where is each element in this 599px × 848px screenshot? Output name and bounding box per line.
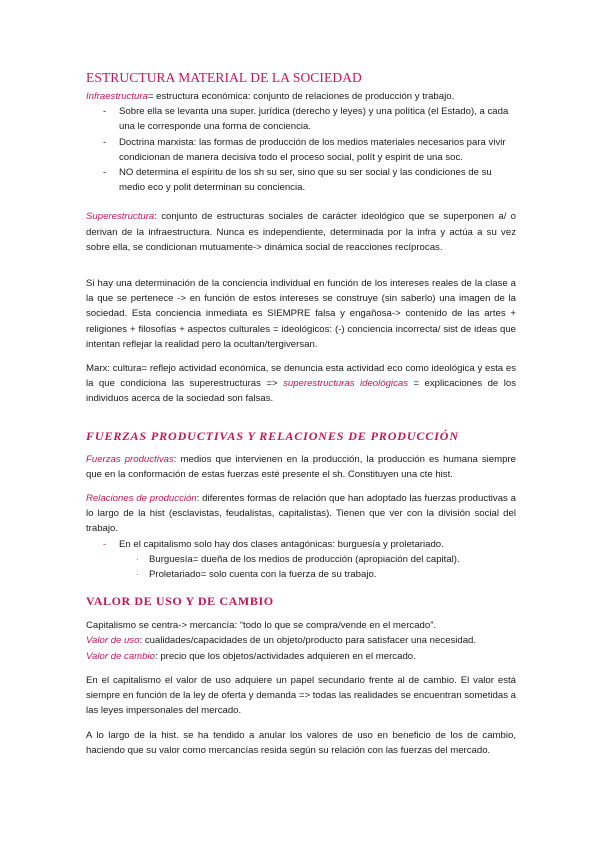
valor-uso-definition: Valor de uso: cualidades/capacidades de un objeto/producto para satisfacer una necesidad. xyxy=(86,635,477,647)
list-item: - NO determina el espíritu de los sh su ser, sino que su ser social y las condiciones de su medio eco y polit determinan su conciencia. xyxy=(103,167,492,194)
list-item: · Proletariado= solo cuenta con la fuerza de su trabajo. xyxy=(136,569,377,581)
list-item: - Doctrina marxista: las formas de producción de los medios materiales necesarios para vivir condicionan de manera decisiva todo el proceso social, polít y espirit de una soc. xyxy=(103,136,506,163)
section-title-estructura: ESTRUCTURA MATERIAL DE LA SOCIEDAD xyxy=(86,70,362,85)
valor-uso-term: Valor de uso xyxy=(86,635,140,647)
superestructura-term: Superestructura xyxy=(86,211,155,223)
relaciones-produccion-definition: Relaciones de producción: diferentes formas de relación que han adoptado las fuerzas productivas a lo largo de la hist (esclavistas, feudalistas, capitalistas). Tienen que ver con la división social del trabajo. xyxy=(86,493,516,535)
list-item: - En el capitalismo solo hay dos clases antagónicas: burguesía y proletariado. xyxy=(103,538,444,550)
document-page xyxy=(86,70,516,758)
capitalismo-line: Capitalismo se centra-> mercancía: “todo lo que se compra/vende en el mercado”. xyxy=(86,620,437,632)
valor-paragraph-2: A lo largo de la hist. se ha tendido a anular los valores de uso en beneficio de los de cambio, haciendo que su valor como mercancías resida según su relación con las fuerzas del mercado. xyxy=(86,729,516,756)
clases-list xyxy=(86,537,516,552)
infraestructura-list xyxy=(86,104,516,195)
list-item: - Sobre ella se levanta una super. jurídica (derecho y leyes) y una política (el Estado), a cada una le corresponde una forma de conciencia. xyxy=(103,106,509,133)
marx-paragraph: Marx: cultura= reflejo actividad económica, se denuncia esta actividad eco como ideológica y esta es la que condiciona las superestructuras => superestructuras ideológicas = explicaciones de los individuos acerca de la sociedad son falsas. xyxy=(86,363,516,405)
conciencia-paragraph: Si hay una determinación de la conciencia individual en función de los intereses reales de la clase a la que se pertenece -> en función de estos intereses se construye (sin saberlo) una imagen de la sociedad. Esta conciencia inmediata es SIEMPRE falsa y engañosa-> contenido de las artes + religiones + filosofías + aspectos culturales = ideológicos: (-) conciencia incorrecta/ sist de ideas que intentan reflejar la realidad pero la ocultan/tergiversan. xyxy=(86,278,516,350)
list-item: · Burguesía= dueña de los medios de producción (apropiación del capital). xyxy=(136,553,460,565)
valor-cambio-definition: Valor de cambio: precio que los objetos/actividades adquieren en el mercado. xyxy=(86,650,416,662)
infraestructura-term: Infraestructura xyxy=(86,91,148,102)
section-title-fuerzas: FUERZAS PRODUCTIVAS Y RELACIONES DE PRODUCCIÓN xyxy=(86,428,459,443)
section-title-valor: VALOR DE USO Y DE CAMBIO xyxy=(86,594,274,609)
valor-paragraph-1: En el capitalismo el valor de uso adquiere un papel secundario frente al de cambio. El valor está siempre en función de la ley de oferta y demanda => todas las realidades se encuentran sometidas a las leyes impersonales del mercado. xyxy=(86,674,516,717)
superestructuras-ideologicas-term: superestructuras ideológicas xyxy=(283,378,408,390)
superestructura-definition: Superestructura: conjunto de estructuras sociales de carácter ideológico que se superponen a/ o derivan de la infraestructura. Nunca es independiente, determinada por la infra y actúa a su vez sobre ella, se condicionan mutuamente-> dinámica social de reacciones recíprocas. xyxy=(86,211,516,253)
fuerzas-productivas-definition: Fuerzas productivas: medios que intervienen en la producción, la producción es humana siempre que en la conformación de estas fuerzas esté presente el sh. Constituyen una cte hist. xyxy=(86,453,516,480)
infraestructura-definition: Infraestructura= estructura económica: conjunto de relaciones de producción y trabajo. xyxy=(86,91,455,102)
valor-cambio-term: Valor de cambio xyxy=(86,650,155,662)
relaciones-produccion-term: Relaciones de producción xyxy=(86,493,197,505)
clases-sublist xyxy=(86,552,516,582)
fuerzas-productivas-term: Fuerzas productivas xyxy=(86,453,174,465)
